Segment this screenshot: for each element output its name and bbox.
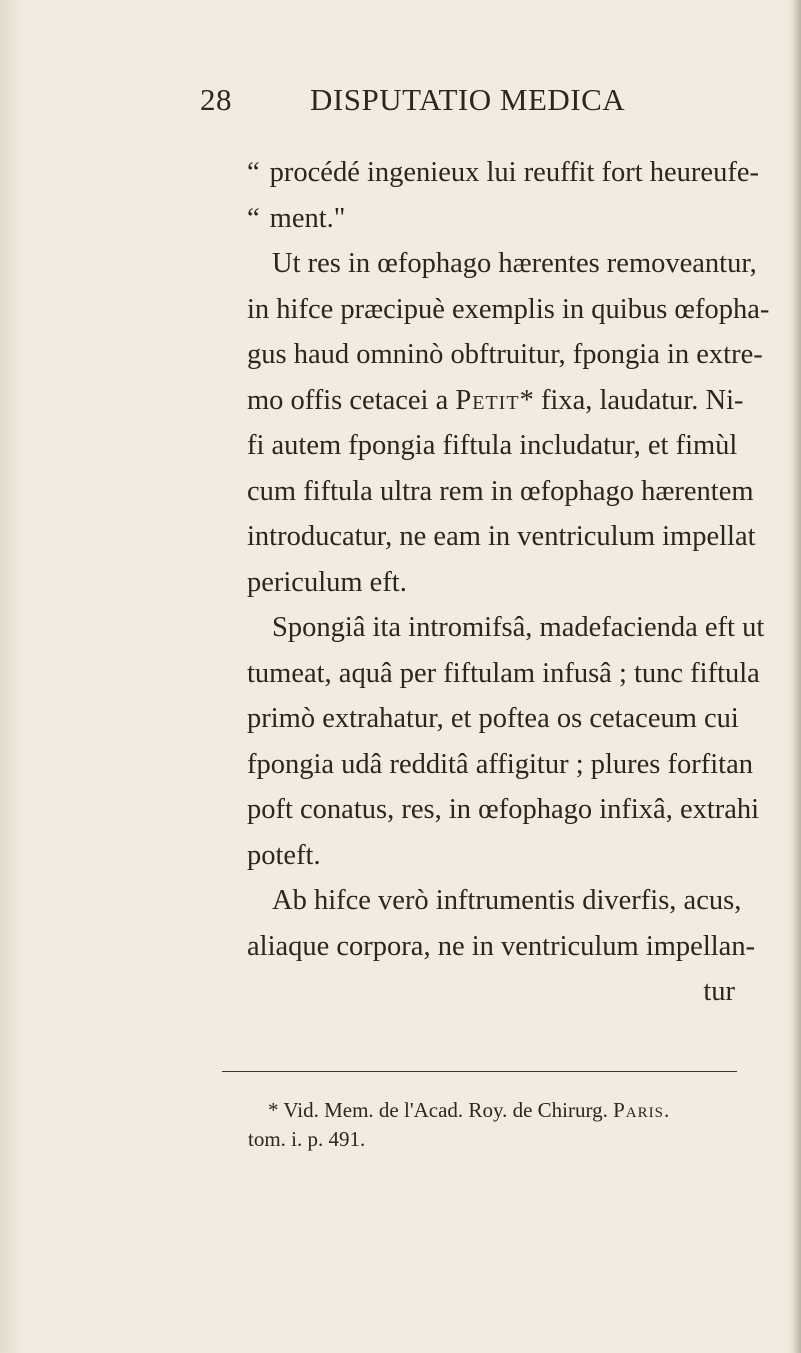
open-quote: “ — [247, 202, 260, 234]
text-line: Spongiâ ita intromifsâ, madefacienda eft ut — [272, 612, 765, 643]
text-line: tumeat, aquâ per fiftulam infusâ ; tunc fiftula — [247, 657, 760, 689]
text-line: poft conatus, res, in œfophago infixâ, extrahi — [247, 794, 760, 825]
text-line: cum fiftula ultra rem in œfophago hærentem — [247, 475, 754, 507]
page-number: 28 — [200, 82, 232, 117]
page-header — [200, 82, 760, 122]
text-line: in hifce præcipuè exemplis in quibus œfopha- — [247, 293, 770, 325]
text-line: Ab hifce verò inftrumentis diverfis, acus, — [272, 885, 742, 916]
catchword: tur — [703, 976, 735, 1007]
body-text — [247, 150, 770, 1015]
text-line: “ procédé ingenieux lui reuffit fort heureufe- — [247, 157, 759, 188]
text-line: Ut res in œfophago hærentes removeantur, — [272, 248, 757, 279]
text-line: periculum eft. — [247, 566, 407, 598]
author-name-petit: Petit — [455, 384, 520, 416]
footnote-rule — [222, 1071, 737, 1072]
text-line: fi autem fpongia fiftula includatur, et fimùl — [247, 430, 738, 461]
text-line: introducatur, ne eam in ventriculum impellat — [247, 521, 756, 552]
footnote — [248, 1096, 740, 1154]
text-line: gus haud omninò obftruitur, fpongia in extre- — [247, 339, 763, 370]
footnote-line: * Vid. Mem. de l'Acad. Roy. de Chirurg. Paris. — [268, 1098, 671, 1122]
text-line: fpongia udâ redditâ affigitur ; plures forfitan — [247, 748, 753, 780]
footnote-paris: Paris. — [613, 1098, 671, 1122]
text-line: primò extrahatur, et poftea os cetaceum cui — [247, 703, 739, 734]
open-quote: “ — [247, 157, 260, 188]
text-line: poteft. — [247, 839, 321, 871]
footnote-line: tom. i. p. 491. — [248, 1127, 366, 1151]
text-line: “ ment." — [247, 202, 346, 234]
running-title: DISPUTATIO MEDICA — [310, 82, 626, 117]
text-line: mo offis cetacei a Petit* fixa, laudatur. Ni- — [247, 384, 744, 416]
text-line: aliaque corpora, ne in ventriculum impellan- — [247, 930, 756, 962]
